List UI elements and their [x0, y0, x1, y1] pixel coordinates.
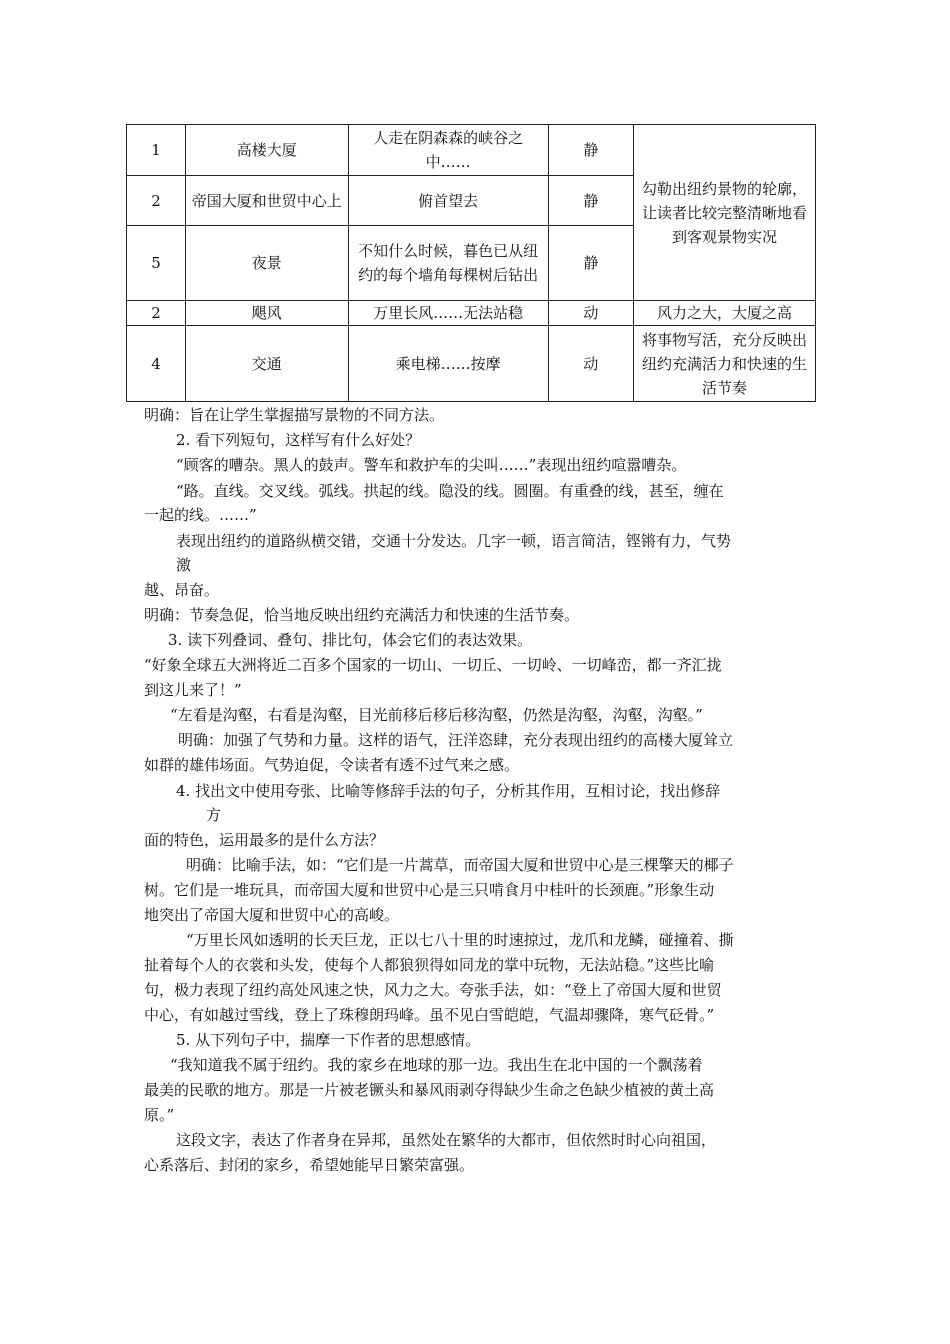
- row-number: 5: [127, 226, 186, 301]
- scene-object: 高楼大厦: [185, 125, 348, 176]
- body-line: 这段文字，表达了作者身在异邦，虽然处在繁华的大都市，但依然时时心向祖国，: [176, 1131, 717, 1149]
- scene-effect: 风力之大，大厦之高: [634, 301, 816, 326]
- question-heading: 4. 找出文中使用夸张、比喻等修辞手法的句子，分析其作用，互相讨论，找出修辞: [176, 782, 721, 800]
- table-row: [127, 301, 816, 326]
- body-line: 心系落后、封闭的家乡，希望她能早日繁荣富强。: [144, 1156, 475, 1174]
- quote-line: “我知道我不属于纽约。我的家乡在地球的那一边。我出生在北中国的一个飘荡着: [170, 1056, 703, 1074]
- answer-line: 如群的雄伟场面。气势迫促，令读者有透不过气来之感。: [144, 756, 520, 774]
- quote-line: “顾客的嘈杂。黑人的鼓声。警车和救护车的尖叫……”表现出纽约喧嚣嘈杂。: [176, 456, 687, 474]
- quote-line: 扯着每个人的衣裳和头发，使每个人都狼狈得如同龙的掌中玩物，无法站稳。”这些比喻: [144, 956, 715, 974]
- scene-type: 动: [548, 326, 633, 402]
- answer-line: 树。它们是一堆玩具，而帝国大厦和世贸中心是三只啃食月中桂叶的长颈鹿。”形象生动: [144, 881, 715, 899]
- scene-type: 动: [548, 301, 633, 326]
- quote-line: “好象全球五大洲将近二百多个国家的一切山、一切丘、一切岭、一切峰峦，都一齐汇拢: [144, 656, 722, 674]
- quote-line: 一起的线。……”: [144, 506, 257, 524]
- answer-line: 明确：旨在让学生掌握描写景物的不同方法。: [144, 406, 445, 424]
- scene-object: 夜景: [185, 226, 348, 301]
- question-heading: 方: [206, 806, 222, 824]
- table-row: [127, 125, 816, 176]
- row-number: 1: [127, 125, 186, 176]
- quote-line: 到这儿来了！”: [144, 681, 242, 699]
- answer-line: 明确：加强了气势和力量。这样的语气，汪洋恣肆，充分表现出纽约的高楼大厦耸立: [178, 731, 734, 749]
- scene-description: 不知什么时候，暮色已从纽约的每个墙角每棵树后钻出: [348, 226, 548, 301]
- row-number: 4: [127, 326, 186, 402]
- body-line: 句，极力表现了纽约高处风速之快，风力之大。夸张手法，如：“登上了帝国大厦和世贸: [144, 981, 722, 999]
- scene-type: 静: [548, 226, 633, 301]
- quote-line: “路。直线。交叉线。弧线。拱起的线。隐没的线。圆圈。有重叠的线，甚至，缠在: [176, 482, 724, 500]
- scene-analysis-table: [126, 124, 816, 402]
- scene-effect: 将事物写活，充分反映出纽约充满活力和快速的生活节奏: [634, 326, 816, 402]
- answer-line: 明确：节奏急促，恰当地反映出纽约充满活力和快速的生活节奏。: [144, 606, 580, 624]
- body-line: 中心，有如越过雪线，登上了珠穆朗玛峰。虽不见白雪皑皑，气温却骤降，寒气砭骨。”: [144, 1006, 715, 1024]
- body-line: 越、昂奋。: [144, 581, 220, 599]
- scene-description: 人走在阴森森的峡谷之中……: [348, 125, 548, 176]
- question-heading: 3. 读下列叠词、叠句、排比句，体会它们的表达效果。: [168, 631, 533, 649]
- scene-object: 飓风: [185, 301, 348, 326]
- question-heading: 面的特色，运用最多的是什么方法？: [144, 831, 385, 849]
- question-heading: 2. 看下列短句，这样写有什么好处？: [176, 431, 421, 449]
- body-line: 表现出纽约的道路纵横交错，交通十分发达。几字一顿，语言简洁，铿锵有力，气势: [176, 532, 732, 550]
- question-heading: 5. 从下列句子中，揣摩一下作者的思想感情。: [176, 1031, 481, 1049]
- body-line: 激: [176, 556, 192, 574]
- table-row: [127, 326, 816, 402]
- answer-line: 明确：比喻手法，如：“它们是一片蒿草，而帝国大厦和世贸中心是三棵擎天的椰子: [186, 856, 734, 874]
- quote-line: “万里长风如透明的长天巨龙，正以七八十里的时速掠过，龙爪和龙鳞，碰撞着、撕: [186, 931, 734, 949]
- merged-effect-cell: 勾勒出纽约景物的轮廓，让读者比较完整清晰地看到客观景物实况: [634, 125, 816, 301]
- row-number: 2: [127, 301, 186, 326]
- row-number: 2: [127, 176, 186, 226]
- scene-type: 静: [548, 176, 633, 226]
- scene-description: 万里长风……无法站稳: [348, 301, 548, 326]
- quote-line: 最美的民歌的地方。那是一片被老镢头和暴风雨剥夺得缺少生命之色缺少植被的黄土高: [144, 1081, 715, 1099]
- scene-description: 乘电梯……按摩: [348, 326, 548, 402]
- quote-line: 原。”: [144, 1106, 175, 1124]
- scene-object: 交通: [185, 326, 348, 402]
- scene-type: 静: [548, 125, 633, 176]
- scene-object: 帝国大厦和世贸中心上: [185, 176, 348, 226]
- answer-line: 地突出了帝国大厦和世贸中心的高峻。: [144, 906, 400, 924]
- quote-line: “左看是沟壑，右看是沟壑，目光前移后移后移沟壑，仍然是沟壑，沟壑，沟壑。”: [170, 706, 703, 724]
- scene-description: 俯首望去: [348, 176, 548, 226]
